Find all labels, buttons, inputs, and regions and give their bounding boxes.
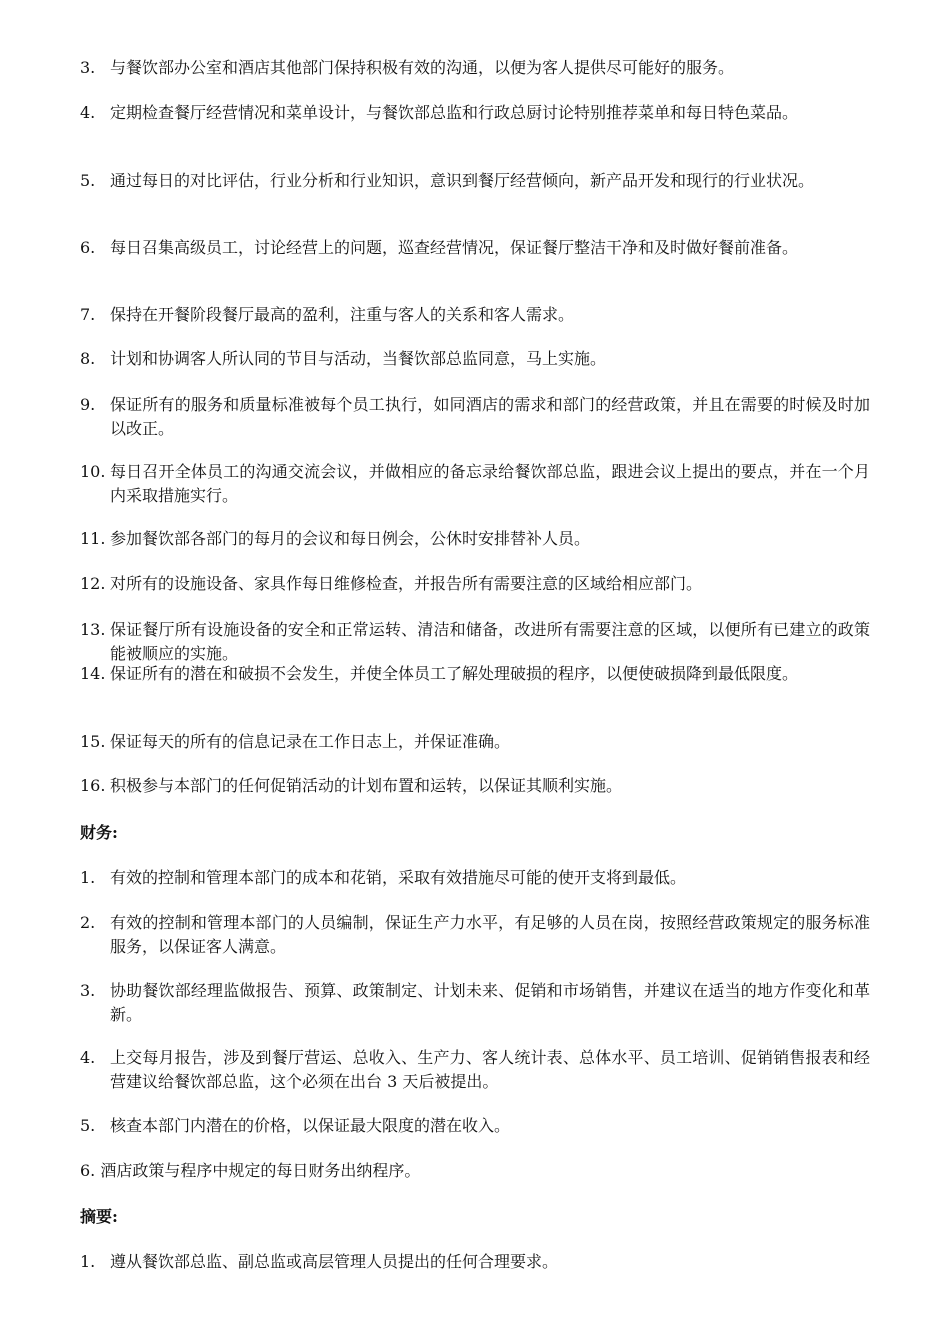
list-item <box>80 1114 870 1138</box>
item-text: 通过每日的对比评估，行业分析和行业知识，意识到餐厅经营倾向，新产品开发和现行的行业状况。 <box>110 171 815 190</box>
list-item <box>80 101 870 125</box>
section-heading-finance: 财务: <box>80 823 118 842</box>
list-item <box>80 527 870 551</box>
list-item <box>80 236 870 260</box>
list-item <box>80 347 870 371</box>
list-item <box>80 618 870 666</box>
item-text: 与餐饮部办公室和酒店其他部门保持积极有效的沟通，以便为客人提供尽可能好的服务。 <box>110 58 735 77</box>
item-number: 1. <box>80 868 96 887</box>
item-text: 参加餐饮部各部门的每月的会议和每日例会，公休时安排替补人员。 <box>110 529 591 548</box>
item-text: 有效的控制和管理本部门的人员编制，保证生产力水平，有足够的人员在岗，按照经营政策规定的服务标准服务，以保证客人满意。 <box>110 913 870 956</box>
list-item <box>80 911 870 959</box>
list-item <box>80 866 870 890</box>
item-text: 保证所有的服务和质量标准被每个员工执行，如同酒店的需求和部门的经营政策，并且在需要的时候及时加以改正。 <box>110 395 870 438</box>
item-number: 1. <box>80 1252 96 1271</box>
item-text: 定期检查餐厅经营情况和菜单设计，与餐饮部总监和行政总厨讨论特别推荐菜单和每日特色菜品。 <box>110 103 799 122</box>
item-number: 4. <box>80 103 96 122</box>
item-number: 6. <box>80 238 96 257</box>
list-item <box>80 979 870 1027</box>
item-text: 核查本部门内潜在的价格，以保证最大限度的潜在收入。 <box>110 1116 511 1135</box>
item-text: 保证餐厅所有设施设备的安全和正常运转、清洁和储备，改进所有需要注意的区域，以便所有已建立的政策能被顺应的实施。 <box>110 620 870 663</box>
item-number: 8. <box>80 349 96 368</box>
list-item-plain: 6. 酒店政策与程序中规定的每日财务出纳程序。 <box>80 1161 421 1180</box>
item-number: 5. <box>80 171 96 190</box>
item-number: 9. <box>80 395 96 414</box>
item-number: 2. <box>80 913 96 932</box>
item-text: 协助餐饮部经理监做报告、预算、政策制定、计划未来、促销和市场销售，并建议在适当的地方作变化和革新。 <box>110 981 870 1024</box>
item-text: 积极参与本部门的任何促销活动的计划布置和运转，以保证其顺利实施。 <box>110 776 623 795</box>
item-number: 5. <box>80 1116 96 1135</box>
item-text: 遵从餐饮部总监、副总监或高层管理人员提出的任何合理要求。 <box>110 1252 559 1271</box>
item-number: 12. <box>80 574 106 593</box>
list-item <box>80 303 870 327</box>
item-text: 保证每天的所有的信息记录在工作日志上，并保证准确。 <box>110 732 511 751</box>
item-text: 计划和协调客人所认同的节目与活动，当餐饮部总监同意，马上实施。 <box>110 349 607 368</box>
list-item <box>80 730 870 754</box>
item-text: 上交每月报告，涉及到餐厅营运、总收入、生产力、客人统计表、总体水平、员工培训、促销销售报表和经营建议给餐饮部总监，这个必须在出台 3 天后被提出。 <box>110 1048 870 1091</box>
item-number: 11. <box>80 529 106 548</box>
list-item <box>80 572 870 596</box>
item-number: 14. <box>80 664 106 683</box>
list-item <box>80 1250 870 1274</box>
item-number: 10. <box>80 462 106 481</box>
item-text: 保持在开餐阶段餐厅最高的盈利，注重与客人的关系和客人需求。 <box>110 305 575 324</box>
item-number: 13. <box>80 620 106 639</box>
list-item <box>80 56 870 80</box>
item-text: 每日召集高级员工，讨论经营上的问题，巡查经营情况，保证餐厅整洁干净和及时做好餐前准备。 <box>110 238 799 257</box>
item-text: 对所有的设施设备、家具作每日维修检查，并报告所有需要注意的区域给相应部门。 <box>110 574 703 593</box>
item-number: 3. <box>80 58 96 77</box>
list-item <box>80 393 870 441</box>
item-number: 15. <box>80 732 106 751</box>
item-number: 7. <box>80 305 96 324</box>
list-item <box>80 662 870 686</box>
item-text: 每日召开全体员工的沟通交流会议，并做相应的备忘录给餐饮部总监，跟进会议上提出的要点，并在一个月内采取措施实行。 <box>110 462 870 505</box>
item-text: 有效的控制和管理本部门的成本和花销，采取有效措施尽可能的使开支将到最低。 <box>110 868 687 887</box>
item-number: 3. <box>80 981 96 1000</box>
item-number: 16. <box>80 776 106 795</box>
list-item <box>80 1046 870 1094</box>
list-item <box>80 460 870 508</box>
item-number: 4. <box>80 1048 96 1067</box>
item-text: 保证所有的潜在和破损不会发生，并使全体员工了解处理破损的程序，以便使破损降到最低限度。 <box>110 664 799 683</box>
list-item <box>80 774 870 798</box>
list-item <box>80 169 870 193</box>
section-heading-summary: 摘要: <box>80 1207 118 1226</box>
